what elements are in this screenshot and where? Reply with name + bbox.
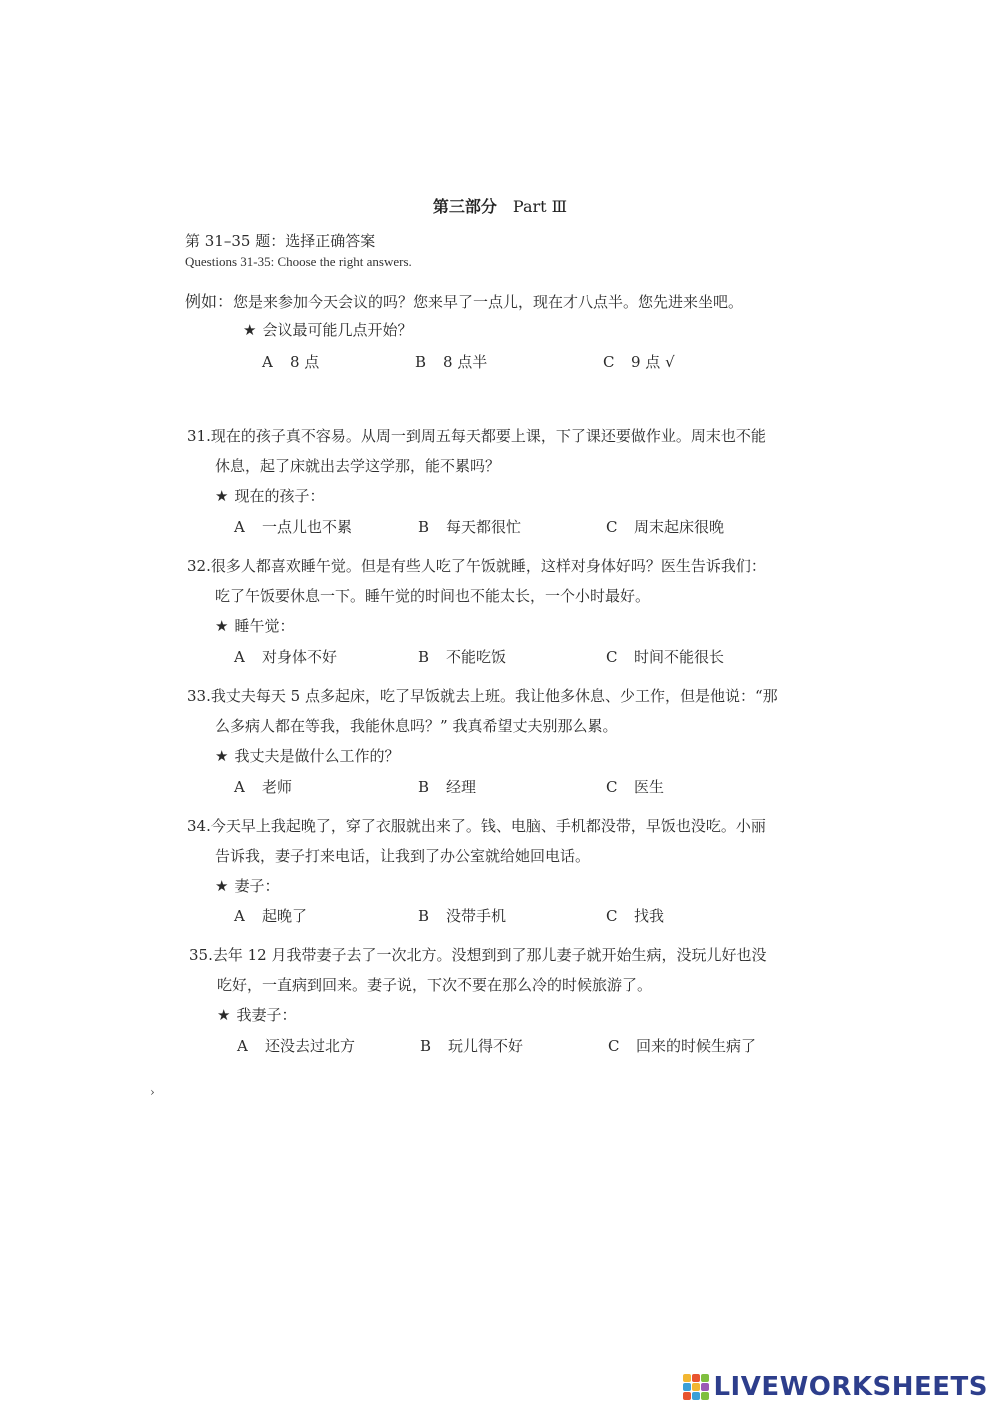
margin-mark: ›	[150, 1085, 155, 1099]
liveworksheets-watermark	[683, 1370, 988, 1404]
question-35-prompt: ★ 我妻子：	[217, 1006, 297, 1024]
example-passage	[185, 289, 743, 312]
question-32-prompt: ★ 睡午觉：	[215, 617, 295, 635]
section-title-en: Part Ⅲ	[512, 197, 568, 216]
question-34-line-1: 34.今天早上我起晚了，穿了衣服就出来了。钱、电脑、手机都没带，早饭也没吃。小丽	[187, 817, 766, 835]
instruction-cn: 第 31–35 题：选择正确答案	[185, 232, 376, 250]
watermark-text: LIVEWORKSHEETS	[713, 1372, 988, 1402]
question-31-line-1: 31.现在的孩子真不容易。从周一到周五每天都要上课，下了课还要做作业。周末也不能	[187, 427, 766, 445]
question-33-option-b[interactable]: B 经理	[418, 778, 477, 796]
liveworksheets-logo-icon	[683, 1374, 709, 1400]
star-icon: ★	[217, 1006, 231, 1024]
star-icon: ★	[215, 747, 229, 765]
question-number: 33.	[187, 687, 211, 705]
question-33-option-c[interactable]: C 医生	[606, 778, 665, 796]
star-icon: ★	[215, 877, 229, 895]
question-32-option-a[interactable]: A 对身体不好	[234, 648, 338, 666]
question-34-prompt: ★ 妻子：	[215, 877, 280, 895]
question-35-option-a[interactable]: A 还没去过北方	[237, 1037, 356, 1055]
question-33-prompt: ★ 我丈夫是做什么工作的？	[215, 747, 400, 765]
question-35-option-b[interactable]: B 玩儿得不好	[420, 1037, 524, 1055]
question-34-option-b[interactable]: B 没带手机	[418, 907, 507, 925]
question-number: 32.	[187, 557, 211, 575]
question-32-line-1: 32.很多人都喜欢睡午觉。但是有些人吃了午饭就睡，这样对身体好吗？医生告诉我们：	[187, 557, 766, 575]
question-34-line-2: 告诉我，妻子打来电话，让我到了办公室就给她回电话。	[215, 847, 591, 865]
star-icon: ★	[215, 617, 229, 635]
question-35-line-1: 35.去年 12 月我带妻子去了一次北方。没想到到了那儿妻子就开始生病，没玩儿好也没	[189, 946, 767, 964]
example-option-c: C 9 点 √	[603, 353, 675, 371]
question-33-line-1: 33.我丈夫每天 5 点多起床，吃了早饭就去上班。我让他多休息、少工作，但是他说：“那	[187, 687, 778, 705]
question-35-option-c[interactable]: C 回来的时候生病了	[608, 1037, 757, 1055]
question-number: 31.	[187, 427, 211, 445]
question-31-prompt: ★ 现在的孩子：	[215, 487, 325, 505]
question-34-option-a[interactable]: A 起晚了	[234, 907, 308, 925]
question-35-line-2: 吃好，一直病到回来。妻子说，下次不要在那么冷的时候旅游了。	[217, 976, 653, 994]
instruction-en: Questions 31-35: Choose the right answers.	[185, 254, 412, 269]
question-32-line-2: 吃了午饭要休息一下。睡午觉的时间也不能太长，一个小时最好。	[215, 587, 651, 605]
example-question: ★ 会议最可能几点开始？	[243, 321, 413, 339]
section-title	[0, 194, 1000, 217]
question-31-option-b[interactable]: B 每天都很忙	[418, 518, 522, 536]
question-number: 35.	[189, 946, 213, 964]
question-34-option-c[interactable]: C 找我	[606, 907, 665, 925]
example-option-a: A 8 点	[262, 353, 320, 371]
example-option-b: B 8 点半	[415, 353, 488, 371]
section-title-cn: 第三部分	[432, 197, 497, 216]
question-number: 34.	[187, 817, 211, 835]
question-31-option-c[interactable]: C 周末起床很晚	[606, 518, 725, 536]
star-icon: ★	[215, 487, 229, 505]
star-icon: ★	[243, 321, 257, 339]
example-label: 例如：	[185, 292, 234, 311]
question-31-option-a[interactable]: A 一点儿也不累	[234, 518, 353, 536]
question-32-option-c[interactable]: C 时间不能很长	[606, 648, 725, 666]
example-text: 您是来参加今天会议的吗？您来早了一点儿，现在才八点半。您先进来坐吧。	[233, 293, 744, 311]
question-33-option-a[interactable]: A 老师	[234, 778, 293, 796]
question-33-line-2: 么多病人都在等我，我能休息吗？” 我真希望丈夫别那么累。	[215, 717, 618, 735]
question-32-option-b[interactable]: B 不能吃饭	[418, 648, 507, 666]
question-31-line-2: 休息，起了床就出去学这学那，能不累吗？	[215, 457, 501, 475]
